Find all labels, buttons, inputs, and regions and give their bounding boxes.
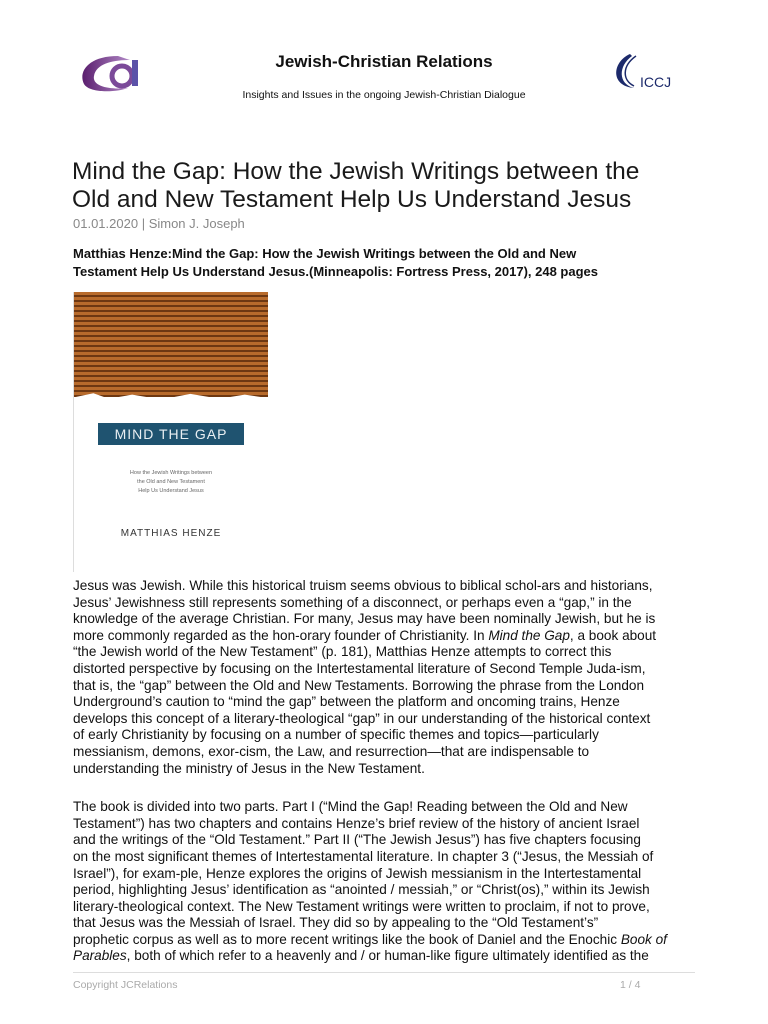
text-segment: distorted perspective by focusing on the Intertestamental literature of Second Temple Juda-ism, <box>73 660 646 676</box>
text-line <box>73 595 713 612</box>
text-line <box>73 644 713 661</box>
text-line <box>73 799 713 816</box>
text-line <box>73 744 713 761</box>
text-segment: that is, the “gap” between the Old and New Testaments. Borrowing the phrase from the London <box>73 677 645 693</box>
cover-subtitle-line: the Old and New Testament <box>137 479 205 485</box>
text-segment: literary-theological context. The New Testament writings were written to proclaim, if not to prove, <box>73 898 650 914</box>
cover-title: MIND THE GAP <box>98 423 244 445</box>
text-line <box>73 948 713 965</box>
site-subtitle: Insights and Issues in the ongoing Jewish-Christian Dialogue <box>242 89 526 101</box>
text-line <box>73 661 713 678</box>
text-line <box>73 832 713 849</box>
text-line <box>73 849 713 866</box>
text-segment: develops this concept of a literary-theological “gap” in our understanding of the historical context <box>73 710 651 726</box>
text-segment: Jesus’ Jewishness still represents something of a disconnect, or perhaps even a “gap,” in the <box>73 594 632 610</box>
text-segment: , both of which refer to a heavenly and / or human-like figure ultimately identified as the <box>126 948 649 964</box>
cover-author: MATTHIAS HENZE <box>120 528 222 539</box>
book-cover-image <box>73 292 268 572</box>
text-line <box>73 816 713 833</box>
cover-subtitle-line: Help Us Understand Jesus <box>138 488 204 494</box>
text-segment: and the writings of the “Old Testament.” Part II (“The Jewish Jesus”) has five chapters focusing <box>73 832 641 848</box>
italic-title: Book of <box>620 931 667 947</box>
title-line: Mind the Gap: How the Jewish Writings between the <box>72 158 640 185</box>
title-line: Old and New Testament Help Us Understand Jesus <box>72 186 632 213</box>
text-segment: Israel”), for exam-ple, Henze explores the origins of Jewish messianism in the Intertestamental <box>73 865 642 881</box>
iccj-logo <box>610 50 700 94</box>
site-title: Jewish-Christian Relations <box>275 52 493 71</box>
text-line <box>73 628 713 645</box>
article-meta: 01.01.2020 | Simon J. Joseph <box>73 216 245 231</box>
text-line <box>73 915 713 932</box>
text-line <box>73 578 713 595</box>
text-line <box>73 866 713 883</box>
text-segment: “the Jewish world of the New Testament” (p. 181), Matthias Henze attempts to correct this <box>73 644 612 660</box>
article-date: 01.01.2020 <box>73 216 139 231</box>
text-segment: of early Christianity by focusing on a number of specific themes and topics—particularly <box>73 727 599 743</box>
text-segment: , a book about <box>569 627 657 643</box>
jcr-logo <box>78 52 144 94</box>
text-line <box>73 882 713 899</box>
text-segment: knowledge of the average Christian. For many, Jesus may have been nominally Jewish, but he is <box>73 611 656 627</box>
article-title <box>72 158 722 214</box>
paragraph <box>73 799 713 965</box>
text-line <box>73 761 713 778</box>
text-segment: prophetic corpus as well as to more recent writings like the book of Daniel and the Enochic <box>73 931 621 947</box>
footer-divider <box>73 972 695 973</box>
iccj-logo-text: ICCJ <box>640 74 672 90</box>
italic-title: Parables <box>73 948 127 964</box>
scroll-illustration <box>74 292 268 397</box>
article-body <box>73 578 713 965</box>
cover-subtitle-line: How the Jewish Writings between <box>129 470 213 476</box>
text-segment: Jesus was Jewish. While this historical truism seems obvious to biblical schol-ars and historians, <box>73 578 653 593</box>
text-line <box>73 727 713 744</box>
text-line <box>73 899 713 916</box>
text-line <box>73 932 713 949</box>
article-author[interactable]: Simon J. Joseph <box>148 216 245 231</box>
reference-line: Matthias Henze:Mind the Gap: How the Jewish Writings between the Old and New <box>73 246 577 261</box>
text-segment: that Jesus was the Messiah of Israel. They did so by appealing to the “Old Testament’s” <box>73 915 599 931</box>
text-segment: more commonly regarded as the hon-orary founder of Christianity. In <box>73 627 489 643</box>
text-segment: Underground’s caution to “mind the gap” between the platform and oncoming trains, Henze <box>73 694 620 710</box>
text-line <box>73 678 713 695</box>
book-reference <box>73 245 713 280</box>
text-segment: Testament”) has two chapters and contains Henze’s brief review of the history of ancient Israel <box>73 815 640 831</box>
text-segment: The book is divided into two parts. Part I (“Mind the Gap! Reading between the Old and New <box>73 799 628 815</box>
text-line <box>73 611 713 628</box>
text-segment: understanding the ministry of Jesus in the New Testament. <box>73 760 425 776</box>
text-segment: period, highlighting Jesus’ identification as “anointed / messiah,” or “Christ(os),” within its Jewish <box>73 882 650 898</box>
text-segment: messianism, demons, exor-cism, the Law, and resurrection—that are indispensable to <box>73 743 590 759</box>
footer-copyright: Copyright JCRelations <box>73 979 178 991</box>
reference-line: Testament Help Us Understand Jesus.(Minneapolis: Fortress Press, 2017), 248 pages <box>73 263 599 279</box>
page-number: 1 / 4 <box>620 979 641 991</box>
italic-title: Mind the Gap <box>488 627 570 643</box>
text-segment: on the most significant themes of Intertestamental literature. In chapter 3 (“Jesus, the Messiah of <box>73 848 654 864</box>
cover-subtitle <box>94 469 248 496</box>
paragraph <box>73 578 713 777</box>
text-line <box>73 711 713 728</box>
text-line <box>73 694 713 711</box>
